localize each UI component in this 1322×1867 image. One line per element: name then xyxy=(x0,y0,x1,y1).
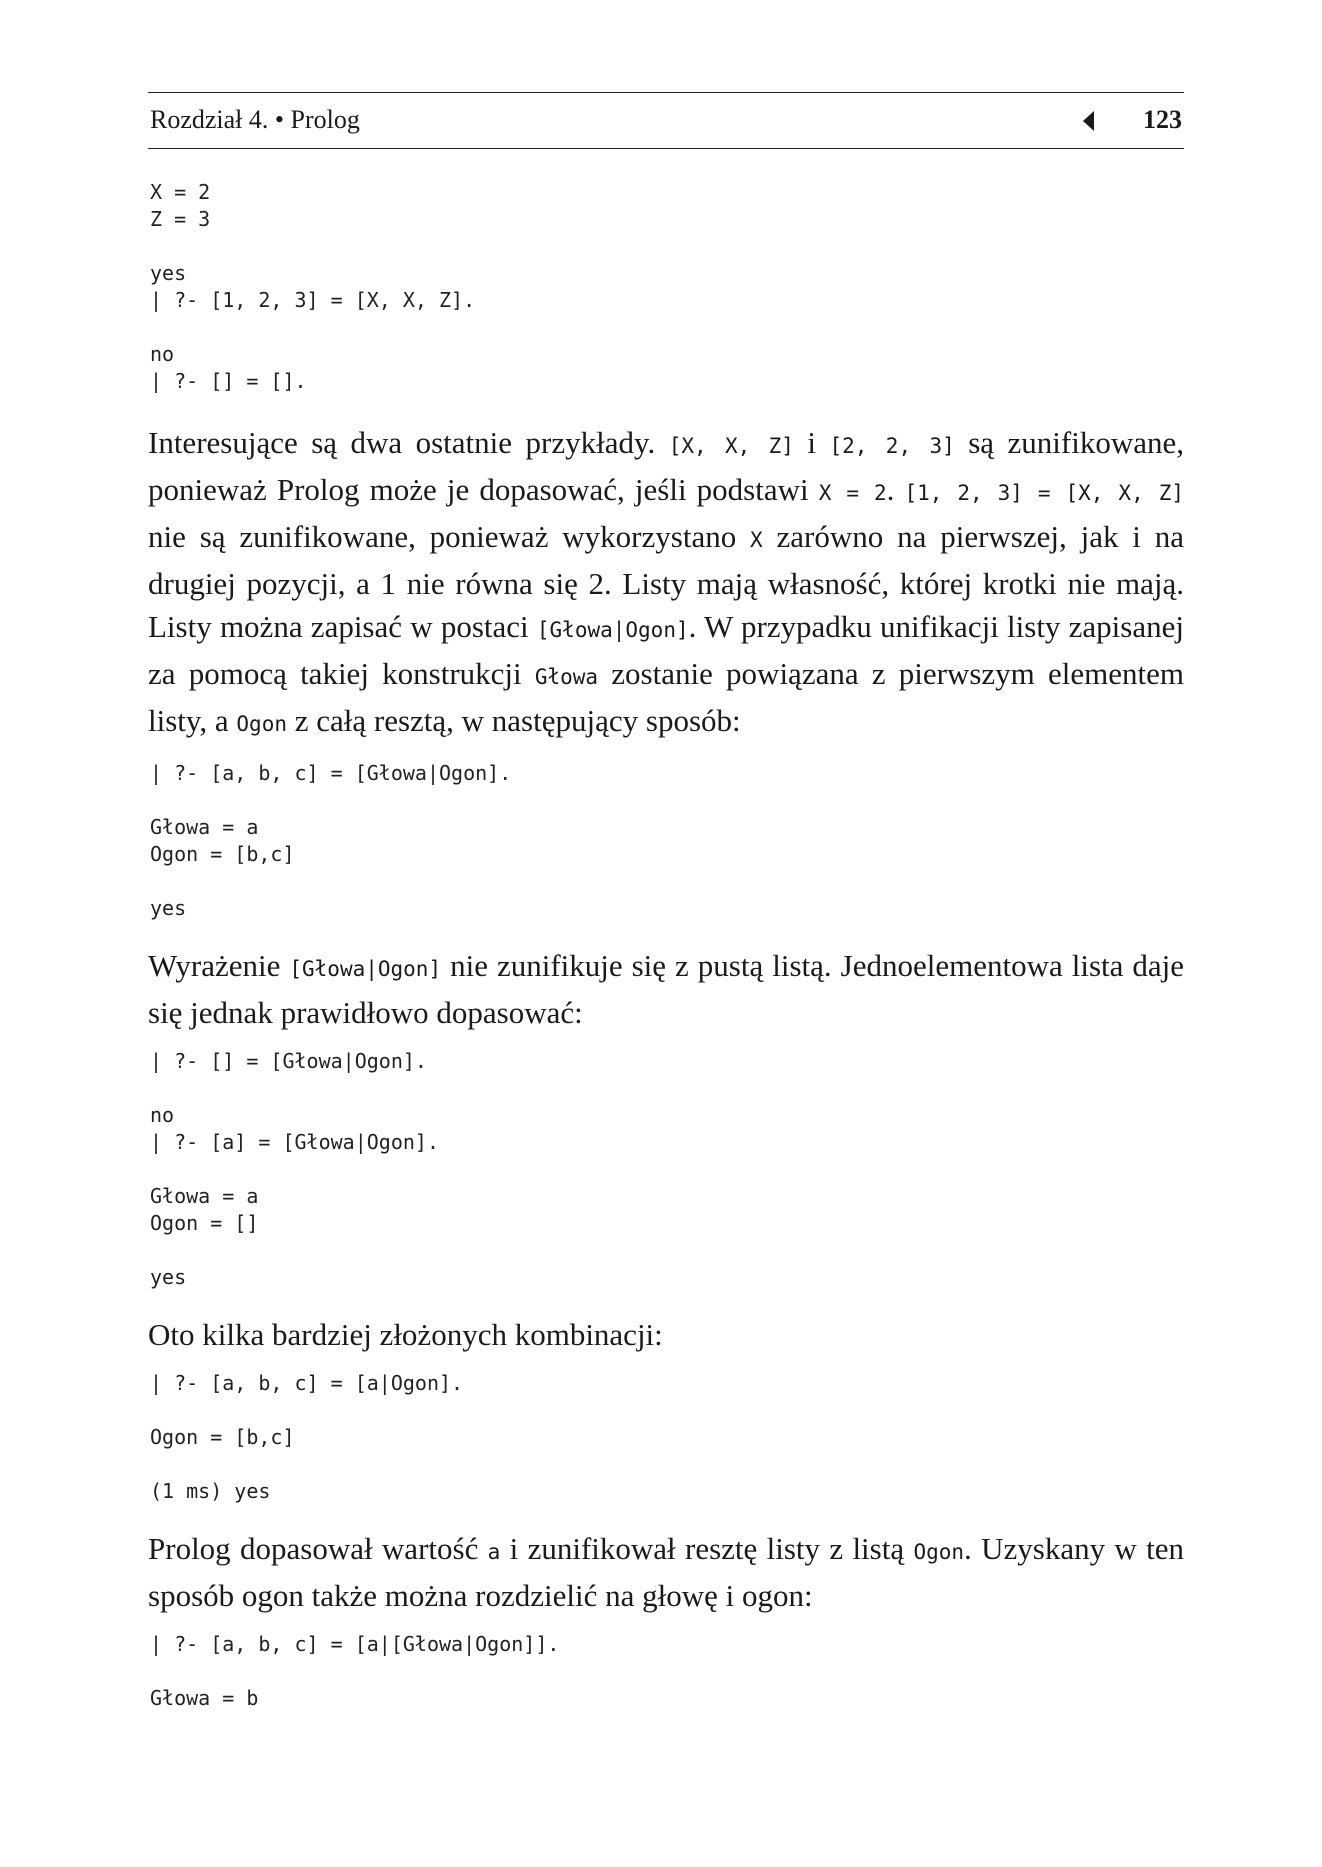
inline-code: [Głowa|Ogon] xyxy=(289,957,442,981)
inline-code: [Głowa|Ogon] xyxy=(536,618,689,642)
chapter-title: Rozdział 4. • Prolog xyxy=(150,105,360,134)
book-page xyxy=(148,92,1184,1712)
inline-code: Ogon xyxy=(236,712,287,736)
code-block-1: X = 2 Z = 3 yes | ?- [1, 2, 3] = [X, X, Z]. no | ?- [] = []. xyxy=(150,180,476,393)
inline-code: Ogon xyxy=(913,1540,965,1564)
running-header xyxy=(148,92,1184,149)
code-block-2: | ?- [a, b, c] = [Głowa|Ogon]. Głowa = a Ogon = [b,c] yes xyxy=(150,761,512,920)
inline-code: [2, 2, 3] xyxy=(829,434,955,458)
code-block-3: | ?- [] = [Głowa|Ogon]. no | ?- [a] = [Głowa|Ogon]. Głowa = a Ogon = [] yes xyxy=(150,1049,439,1289)
inline-code: Głowa xyxy=(534,665,599,689)
inline-code: X = 2 xyxy=(818,481,887,505)
paragraph-3: Oto kilka bardziej złożonych kombinacji: xyxy=(148,1317,663,1352)
paragraph-4: Prolog dopasował wartość a i zunifikował resztę listy z listą Ogon. Uzyskany w ten sposób ogon także można rozdzielić na głowę i ogon: xyxy=(148,1531,1185,1613)
inline-code: [X, X, Z] xyxy=(668,434,794,458)
page-number: 123 xyxy=(1143,105,1182,134)
page-marker-triangle-icon xyxy=(1083,111,1094,131)
inline-code: [1, 2, 3] = [X, X, Z] xyxy=(904,481,1184,505)
code-block-5: | ?- [a, b, c] = [a|[Głowa|Ogon]]. Głowa = b xyxy=(150,1632,560,1710)
paragraph-1: Interesujące są dwa ostatnie przykłady. [X, X, Z] i [2, 2, 3] są zunifikowane, ponieważ Prolog może je dopasować, jeśli podstawi X = 2. [1, 2, 3] = [X, X, Z] nie są zunifikowane, ponieważ wykorzystano X zarówno na pierwszej, jak i na drugiej pozycji, a 1 nie równa się 2. Listy mają własność, której krotki nie mają. Listy można zapisać w postaci [Głowa|Ogon]. W przypadku unifikacji listy zapisanej za pomocą takiej konstrukcji Głowa zostanie powiązana z pierwszym elementem listy, a Ogon z całą resztą, w następujący sposób: xyxy=(148,425,1185,738)
inline-code: a xyxy=(487,1540,501,1564)
paragraph-2: Wyrażenie [Głowa|Ogon] nie zunifikuje się z pustą listą. Jednoelementowa lista daje się jednak prawidłowo dopasować: xyxy=(148,948,1184,1030)
code-block-4: | ?- [a, b, c] = [a|Ogon]. Ogon = [b,c] (1 ms) yes xyxy=(150,1371,464,1503)
inline-code: X xyxy=(750,528,763,552)
